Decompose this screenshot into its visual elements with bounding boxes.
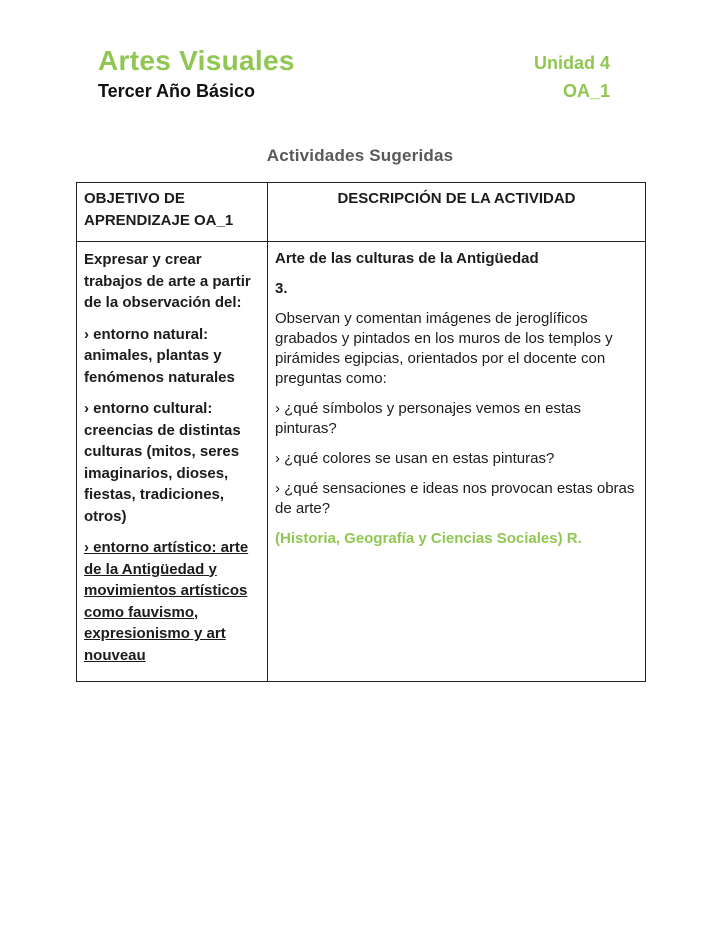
table-body-row [77,242,646,682]
header-right [534,44,610,102]
activity-cross-reference: (Historia, Geografía y Ciencias Sociales) R. [275,530,582,547]
table-header-row [77,183,646,242]
grade-level: Tercer Año Básico [98,81,256,101]
activity-question-3: › ¿qué sensaciones e ideas nos provocan estas obras de arte? [275,480,635,517]
header-description: DESCRIPCIÓN DE LA ACTIVIDAD [268,183,646,242]
activity-question-2: › ¿qué colores se usan en estas pinturas? [275,450,555,467]
objective-bullet-artistico: › entorno artístico: arte de la Antigüedad y movimientos artísticos como fauvismo, expresionismo y art nouveau [84,539,249,664]
activity-description: Observan y comentan imágenes de jeroglíficos grabados y pintados en los muros de los templos y pirámides egipcias, orientados por el docente con preguntas como: [275,310,613,387]
activities-table [76,182,646,682]
activity-cell [268,242,646,682]
objective-bullet-natural: › entorno natural: animales, plantas y fenómenos naturales [84,325,235,386]
objective-bullet-cultural: › entorno cultural: creencias de distintas culturas (mitos, seres imaginarios, dioses, fiestas, tradiciones, otros) [84,400,241,525]
objective-intro: Expresar y crear trabajos de arte a partir de la observación del: [84,251,251,311]
section-title: Actividades Sugeridas [266,146,454,165]
oa-code-label: OA_1 [562,81,610,101]
document-header [98,44,610,102]
header-objective: OBJETIVO DE APRENDIZAJE OA_1 [77,183,268,242]
objective-cell [77,242,268,682]
activity-question-1: › ¿qué símbolos y personajes vemos en estas pinturas? [275,400,581,437]
header-left [98,44,295,102]
course-title: Artes Visuales [98,45,295,76]
activity-number: 3. [275,280,288,297]
unit-label: Unidad 4 [533,53,610,73]
activity-title: Arte de las culturas de la Antigüedad [275,250,539,267]
